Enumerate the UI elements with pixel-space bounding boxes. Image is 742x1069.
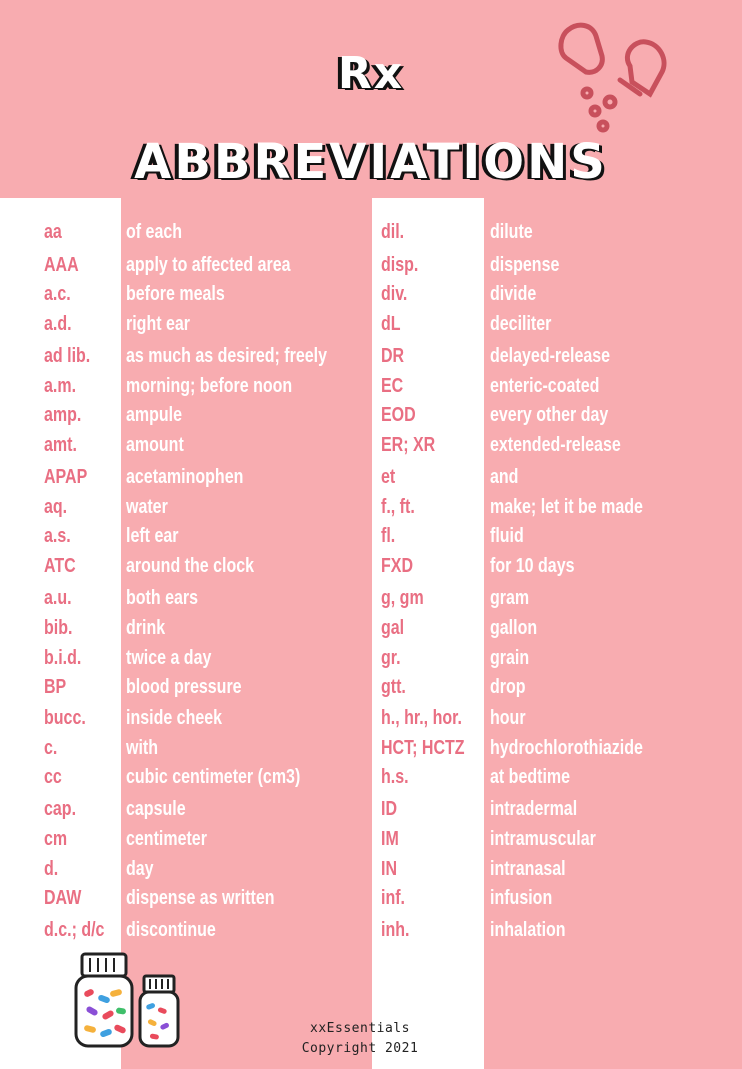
abbreviation: ER; XR bbox=[381, 434, 436, 456]
abbreviation-meaning: day bbox=[126, 858, 154, 880]
abbreviation: gal bbox=[381, 617, 405, 639]
abbreviation: c. bbox=[44, 737, 58, 759]
abbreviation-meaning: of each bbox=[126, 221, 183, 243]
abbreviation-meaning: every other day bbox=[490, 404, 609, 426]
abbreviation-meaning: centimeter bbox=[126, 828, 207, 850]
abbreviation: inh. bbox=[381, 919, 410, 941]
abbreviation: a.c. bbox=[44, 283, 71, 305]
abbreviation: d. bbox=[44, 858, 59, 880]
abbreviation-meaning: intranasal bbox=[490, 858, 566, 880]
abbreviation-meaning: hydrochlorothiazide bbox=[490, 737, 643, 759]
abbreviation-meaning: extended-release bbox=[490, 434, 621, 456]
abbreviation: div. bbox=[381, 283, 408, 305]
pill-bottle-icon bbox=[72, 950, 202, 1050]
abbreviation: f., ft. bbox=[381, 496, 415, 518]
abbreviation: fl. bbox=[381, 525, 396, 547]
pill-capsules-icon bbox=[550, 14, 690, 139]
abbreviation-meaning: right ear bbox=[126, 313, 191, 335]
abbreviation-meaning: around the clock bbox=[126, 555, 255, 577]
abbreviation: ad lib. bbox=[44, 345, 91, 367]
abbreviation-meaning: water bbox=[126, 496, 168, 518]
abbreviation: bucc. bbox=[44, 707, 86, 729]
abbreviation-meaning: as much as desired; freely bbox=[126, 345, 327, 367]
abbreviation: DAW bbox=[44, 887, 82, 909]
abbreviation: disp. bbox=[381, 254, 419, 276]
abbreviation-meaning: drink bbox=[126, 617, 166, 639]
abbreviation-meaning: before meals bbox=[126, 283, 225, 305]
abbreviation: cm bbox=[44, 828, 68, 850]
abbreviation-meaning: amount bbox=[126, 434, 184, 456]
abbreviation-meaning: deciliter bbox=[490, 313, 552, 335]
abbreviation: ATC bbox=[44, 555, 76, 577]
abbreviation: dil. bbox=[381, 221, 405, 243]
abbreviation-meaning: inside cheek bbox=[126, 707, 223, 729]
abbreviation-meaning: grain bbox=[490, 647, 530, 669]
abbreviation-meaning: hour bbox=[490, 707, 526, 729]
abbreviation: g, gm bbox=[381, 587, 424, 609]
abbreviation-meaning: divide bbox=[490, 283, 537, 305]
abbreviation: b.i.d. bbox=[44, 647, 82, 669]
abbreviation: DR bbox=[381, 345, 405, 367]
abbreviation-meaning: with bbox=[126, 737, 158, 759]
abbreviation: BP bbox=[44, 676, 67, 698]
abbreviation-meaning: dispense as written bbox=[126, 887, 275, 909]
abbreviation-meaning: capsule bbox=[126, 798, 186, 820]
abbreviation: gr. bbox=[381, 647, 401, 669]
abbreviation: h., hr., hor. bbox=[381, 707, 462, 729]
abbreviation-meaning: twice a day bbox=[126, 647, 212, 669]
abbreviation: gtt. bbox=[381, 676, 406, 698]
abbreviation-meaning: at bedtime bbox=[490, 766, 571, 788]
abbreviation: a.d. bbox=[44, 313, 72, 335]
abbreviation-meaning: intramuscular bbox=[490, 828, 596, 850]
abbreviation-meaning: gallon bbox=[490, 617, 538, 639]
abbreviation-meaning: delayed-release bbox=[490, 345, 611, 367]
abbreviation: a.u. bbox=[44, 587, 72, 609]
abbreviation: APAP bbox=[44, 466, 88, 488]
abbreviation: EC bbox=[381, 375, 404, 397]
abbreviation: cap. bbox=[44, 798, 77, 820]
abbreviation-meaning: for 10 days bbox=[490, 555, 575, 577]
abbreviation-meaning: intradermal bbox=[490, 798, 578, 820]
abbreviation: a.m. bbox=[44, 375, 77, 397]
abbreviation: d.c.; d/c bbox=[44, 919, 105, 941]
title-abbreviations: ABBREVIATIONS bbox=[134, 134, 608, 190]
abbreviation-meaning: gram bbox=[490, 587, 530, 609]
abbreviation-meaning: left ear bbox=[126, 525, 179, 547]
abbreviation-meaning: and bbox=[490, 466, 519, 488]
abbreviation: AAA bbox=[44, 254, 79, 276]
abbreviation-meaning: enteric-coated bbox=[490, 375, 600, 397]
abbreviation: EOD bbox=[381, 404, 416, 426]
abbreviation: bib. bbox=[44, 617, 73, 639]
abbreviation: IM bbox=[381, 828, 399, 850]
abbreviation-meaning: blood pressure bbox=[126, 676, 242, 698]
abbreviation-meaning: morning; before noon bbox=[126, 375, 293, 397]
abbreviation: FXD bbox=[381, 555, 413, 577]
abbreviation-meaning: fluid bbox=[490, 525, 524, 547]
abbreviation: ID bbox=[381, 798, 397, 820]
abbreviation: dL bbox=[381, 313, 401, 335]
abbreviation: inf. bbox=[381, 887, 405, 909]
abbreviation: a.s. bbox=[44, 525, 71, 547]
abbreviation-meaning: apply to affected area bbox=[126, 254, 291, 276]
abbreviation-meaning: ampule bbox=[126, 404, 183, 426]
footer-copyright: Copyright 2021 bbox=[301, 1041, 419, 1056]
abbreviation: et bbox=[381, 466, 396, 488]
abbreviation: amp. bbox=[44, 404, 82, 426]
abbreviation-meaning: both ears bbox=[126, 587, 199, 609]
abbreviation-meaning: inhalation bbox=[490, 919, 566, 941]
title-rx: Rx bbox=[337, 48, 405, 99]
abbreviation: amt. bbox=[44, 434, 77, 456]
abbreviation-meaning: drop bbox=[490, 676, 526, 698]
abbreviation: HCT; HCTZ bbox=[381, 737, 465, 759]
abbreviation: IN bbox=[381, 858, 397, 880]
abbreviation: h.s. bbox=[381, 766, 409, 788]
abbreviation: aa bbox=[44, 221, 62, 243]
abbreviation-meaning: discontinue bbox=[126, 919, 216, 941]
abbreviation-meaning: cubic centimeter (cm3) bbox=[126, 766, 301, 788]
abbreviation-meaning: dispense bbox=[490, 254, 560, 276]
abbreviation: aq. bbox=[44, 496, 68, 518]
abbreviation-meaning: dilute bbox=[490, 221, 533, 243]
footer-brand: xxEssentials bbox=[310, 1021, 410, 1036]
abbreviation: cc bbox=[44, 766, 62, 788]
abbreviation-meaning: make; let it be made bbox=[490, 496, 643, 518]
abbreviation-meaning: infusion bbox=[490, 887, 553, 909]
abbreviation-meaning: acetaminophen bbox=[126, 466, 244, 488]
